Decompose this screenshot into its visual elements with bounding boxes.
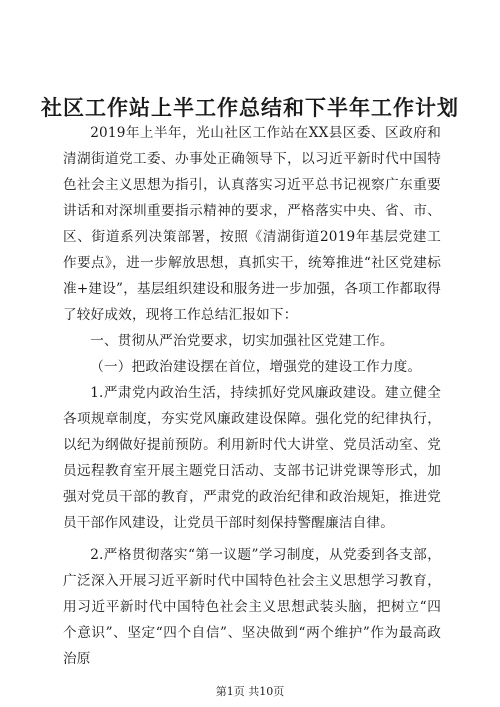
subsection-heading: （一）把政治建设摆在首位，增强党的建设工作力度。 (90, 359, 422, 375)
paragraph-item-1: 1.严肃党内政治生活，持续抓好党风廉政建设。建立健全各项规章制度，夯实党风廉政建设保障。强化党的纪律执行，以纪为纲做好提前预防。利用新时代大讲堂、党员活动室、党员远程教育室开展主题党日活动、支部书记讲党课等形式，加强对党员干部的教育，严肃党的政治纪律和政治规矩，推进党员干部作风建设，让党员干部时刻保持警醒廉洁自律。 (63, 385, 441, 531)
section-heading: 一、贯彻从严治党要求，切实加强社区党建工作。 (90, 333, 394, 349)
page-footer: 第1页 共10页 (215, 685, 285, 698)
paragraph-item-2: 2.严格贯彻落实“第一议题”学习制度，从党委到各支部，广泛深入开展习近平新时代中国特色社会主义思想学习教育，用习近平新时代中国特色社会主义思想武装头脑，把树立“四个意识”、坚定“四个自信”、坚决做到“两个维护”作为最高政治原 (63, 547, 441, 667)
document-body (63, 120, 441, 672)
paragraph-intro: 2019年上半年，光山社区工作站在XX县区委、区政府和清湖街道党工委、办事处正确领导下，以习近平新时代中国特色社会主义思想为指引，认真落实习近平总书记视察广东重要讲话和对深圳重要指示精神的要求，严格落实中央、省、市、区、街道系列决策部署，按照《清湖街道2019年基层党建工作要点》，进一步解放思想，真抓实干，统筹推进“社区党建标准+建设”，基层组织建设和服务进一步加强，各项工作都取得了较好成效，现将工作总结汇报如下： (63, 125, 441, 323)
document-title: 社区工作站上半工作总结和下半年工作计划 (41, 95, 459, 120)
